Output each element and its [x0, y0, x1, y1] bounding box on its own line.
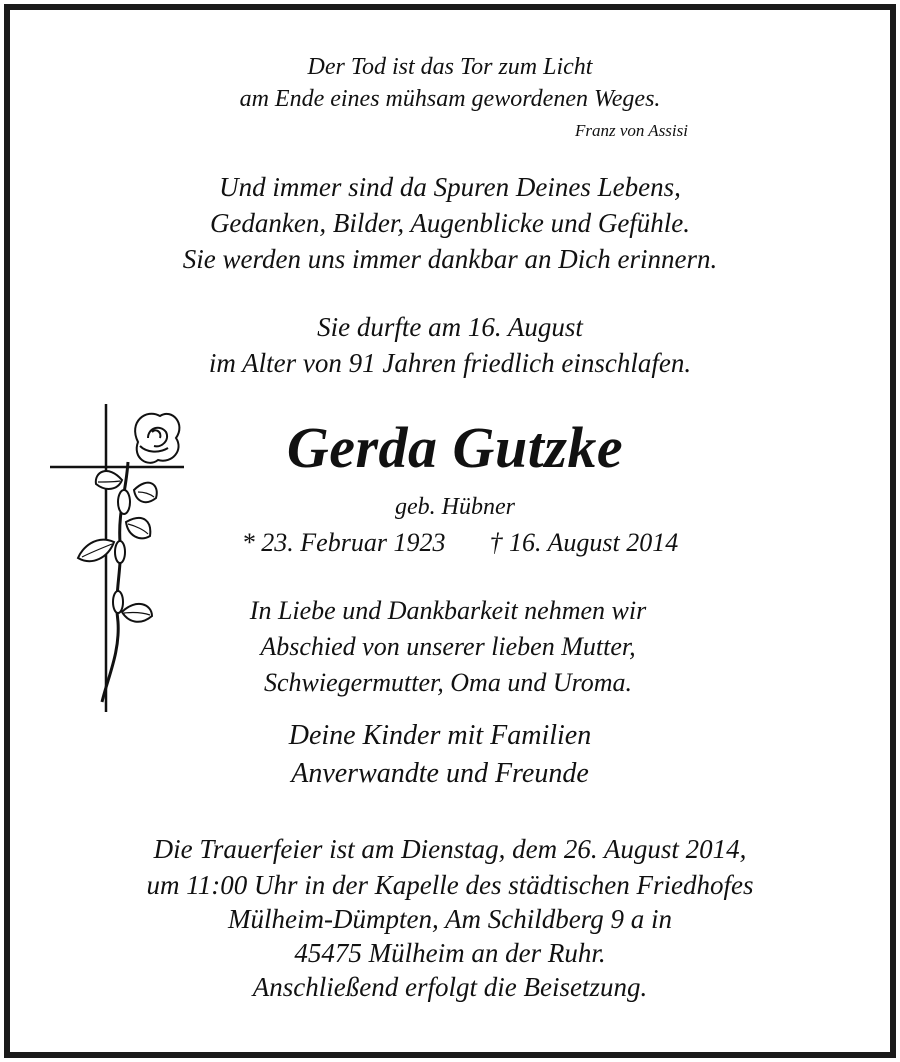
mourners-line-1: Deine Kinder mit Familien	[288, 720, 592, 751]
maiden-name: geb. Hübner	[395, 494, 515, 520]
passing-line-1: Sie durfte am 16. August	[317, 312, 583, 342]
quote-line-1: Der Tod ist das Tor zum Licht	[307, 54, 593, 80]
ceremony-line-3: Mülheim-Dümpten, Am Schildberg 9 a in	[228, 904, 672, 934]
mourners-line-2: Anverwandte und Freunde	[291, 758, 589, 789]
quote-author: Franz von Assisi	[574, 121, 688, 140]
ceremony-line-4: 45475 Mülheim an der Ruhr.	[294, 938, 606, 968]
farewell-line-1: In Liebe und Dankbarkeit nehmen wir	[249, 596, 647, 625]
ceremony-line-5: Anschließend erfolgt die Beisetzung.	[252, 972, 648, 1002]
quote-line-2: am Ende eines mühsam gewordenen Weges.	[239, 86, 661, 112]
death-date: † 16. August 2014	[489, 528, 679, 557]
ceremony-line-2: um 11:00 Uhr in der Kapelle des städtischen Friedhofes	[146, 870, 754, 900]
passing-line-2: im Alter von 91 Jahren friedlich einschlafen.	[208, 348, 692, 378]
life-dates	[0, 528, 900, 558]
farewell-line-3: Schwiegermutter, Oma und Uroma.	[263, 668, 633, 697]
verse-line-1: Und immer sind da Spuren Deines Lebens,	[219, 172, 681, 202]
ceremony-line-1: Die Trauerfeier ist am Dienstag, dem 26. August 2014,	[153, 834, 747, 864]
farewell-line-2: Abschied von unserer lieben Mutter,	[260, 632, 636, 661]
verse-line-2: Gedanken, Bilder, Augenblicke und Gefühle.	[209, 208, 691, 238]
deceased-name: Gerda Gutzke	[286, 415, 624, 480]
verse-line-3: Sie werden uns immer dankbar an Dich erinnern.	[182, 244, 718, 274]
birth-date: * 23. Februar 1923	[241, 528, 446, 557]
